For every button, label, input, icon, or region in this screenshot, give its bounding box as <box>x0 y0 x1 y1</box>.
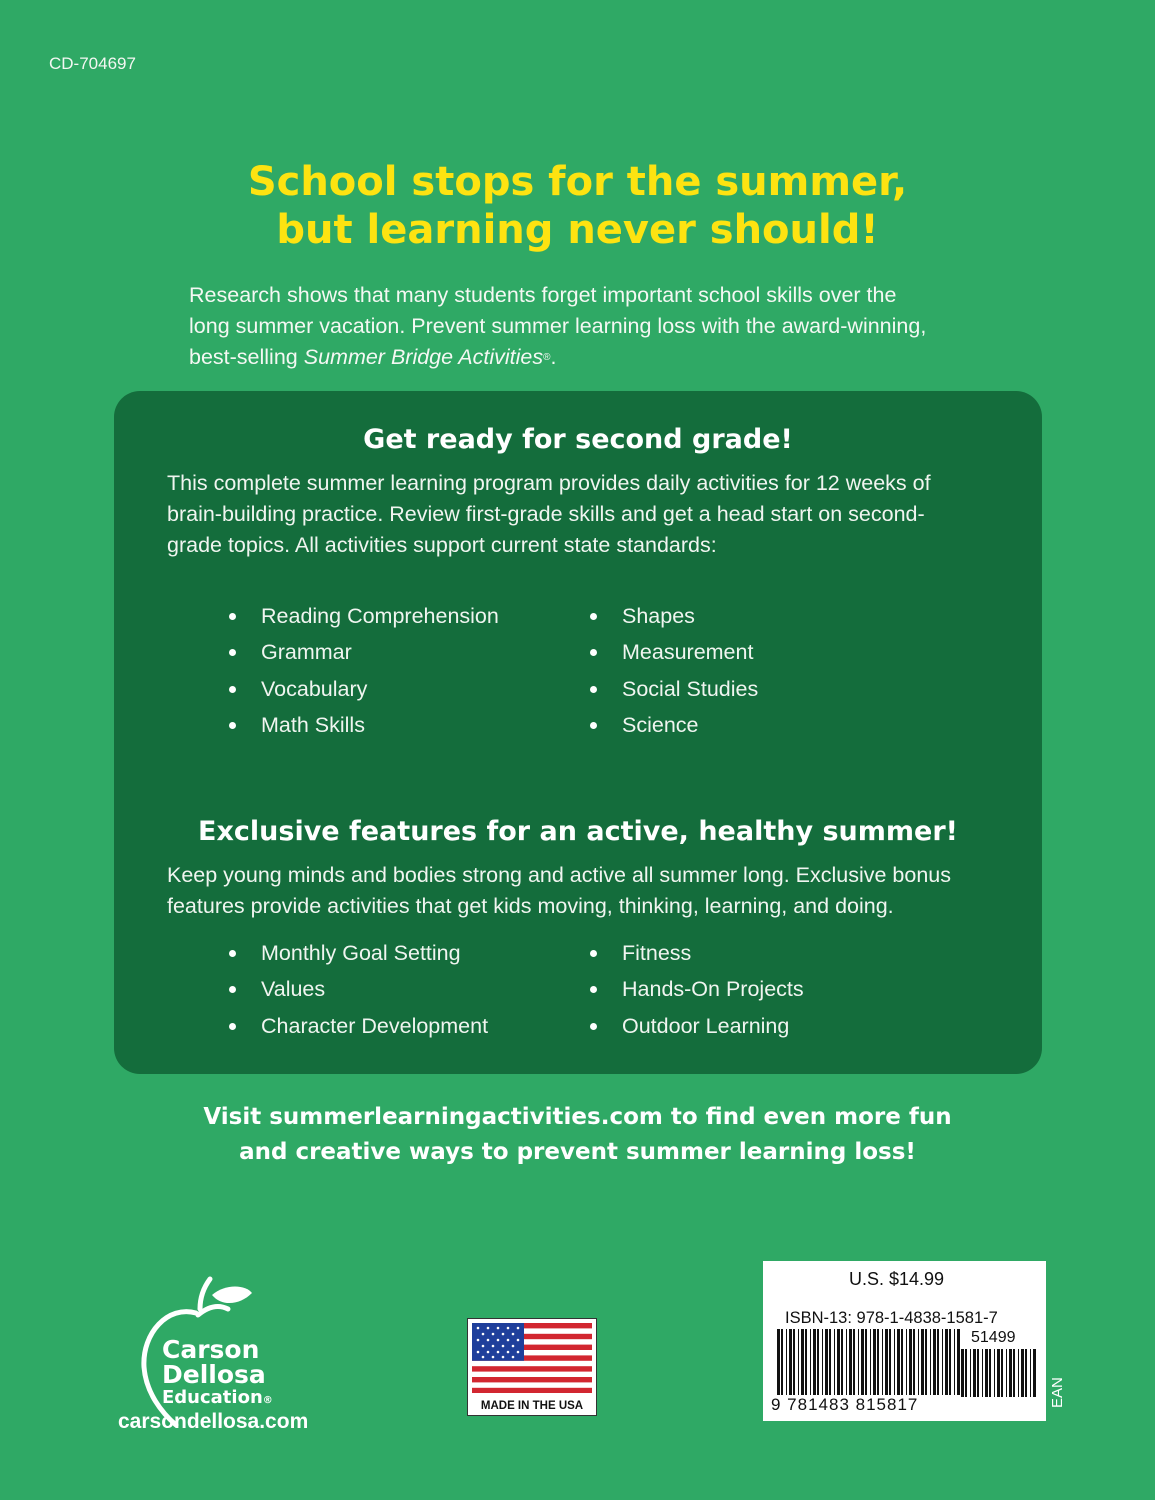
list-item: Shapes <box>590 598 758 634</box>
barcode-bar <box>1033 1349 1036 1397</box>
list-item: Science <box>590 707 758 743</box>
logo-education-text: Education <box>162 1387 263 1408</box>
logo-word-education <box>162 1387 273 1408</box>
section-grade-line-2: brain-building practice. Review first-grade skills and get a head start on second- <box>167 502 925 526</box>
isbn-label: ISBN-13: 978-1-4838-1581-7 <box>785 1309 998 1327</box>
barcode-bar <box>805 1329 807 1395</box>
barcode-bar <box>982 1349 983 1397</box>
barcode-bar <box>957 1329 960 1395</box>
list-item: Grammar <box>229 634 499 670</box>
intro-suffix: . <box>550 345 557 369</box>
barcode-bar <box>921 1329 924 1395</box>
price-label: U.S. $14.99 <box>849 1269 945 1289</box>
barcode-bar <box>813 1329 816 1395</box>
ean-digits: 9 781483 815817 <box>771 1395 919 1414</box>
section-features-text <box>167 860 997 922</box>
barcode-bar <box>817 1329 819 1395</box>
barcode-bar <box>877 1329 879 1395</box>
barcode-bar <box>949 1329 951 1395</box>
intro-prefix: best-selling <box>189 345 304 369</box>
logo-word-carson: Carson <box>162 1335 260 1364</box>
skills-list-right <box>590 598 758 743</box>
section-features-line-1: Keep young minds and bodies strong and active all summer long. Exclusive bonus <box>167 863 952 887</box>
intro-paragraph <box>189 280 989 373</box>
barcode-bar <box>913 1329 915 1395</box>
list-item: Fitness <box>590 935 804 971</box>
features-list-right <box>590 935 804 1044</box>
intro-line-3 <box>189 342 989 373</box>
barcode-bar <box>801 1329 804 1395</box>
barcode-bar <box>918 1329 919 1395</box>
list-item: Measurement <box>590 634 758 670</box>
headline-line-2: but learning never should! <box>276 207 879 253</box>
barcode-bar <box>897 1329 900 1395</box>
barcode-bar <box>837 1329 840 1395</box>
section-title-features: Exclusive features for an active, healthy summer! <box>198 816 958 847</box>
barcode-bar <box>954 1329 955 1395</box>
ean-label: EAN <box>1049 1377 1066 1408</box>
barcode-bar <box>925 1329 927 1395</box>
barcode-bar <box>965 1349 967 1397</box>
list-item: Hands-On Projects <box>590 971 804 1007</box>
barcode-bar <box>822 1329 823 1395</box>
barcode-bar <box>909 1329 912 1395</box>
barcode-bar <box>873 1329 876 1395</box>
barcode-bar <box>865 1329 867 1395</box>
barcode-bar <box>961 1349 964 1397</box>
barcode-bar <box>849 1329 852 1395</box>
barcode-bar <box>798 1329 799 1395</box>
list-item: Character Development <box>229 1008 488 1044</box>
intro-line-2: long summer vacation. Prevent summer learning loss with the award-winning, <box>189 314 927 338</box>
barcode-bar <box>861 1329 864 1395</box>
barcode-bar <box>777 1329 780 1395</box>
barcode-bar <box>882 1329 883 1395</box>
headline-line-1: School stops for the summer, <box>247 159 908 205</box>
barcode-bar <box>1009 1349 1012 1397</box>
barcode-bar <box>885 1329 888 1395</box>
barcode-bar <box>942 1329 943 1395</box>
barcode-bar <box>901 1329 903 1395</box>
barcode-bar <box>930 1329 931 1395</box>
barcode-bar <box>1030 1349 1031 1397</box>
section-grade-line-3: grade topics. All activities support current state standards: <box>167 533 717 557</box>
barcode-bar <box>834 1329 835 1395</box>
barcode-bar <box>781 1329 783 1395</box>
barcode-bar <box>1006 1349 1007 1397</box>
list-item: Math Skills <box>229 707 499 743</box>
barcode-bar <box>933 1329 936 1395</box>
addon-barcode <box>961 1349 1039 1399</box>
list-item: Monthly Goal Setting <box>229 935 488 971</box>
carson-dellosa-website: carsondellosa.com <box>118 1410 309 1433</box>
barcode-bar <box>825 1329 828 1395</box>
barcode-bar <box>1018 1349 1019 1397</box>
carson-dellosa-logo <box>118 1275 318 1465</box>
barcode-bar <box>973 1349 976 1397</box>
barcode-bar <box>945 1329 948 1395</box>
list-item: Values <box>229 971 488 1007</box>
logo-word-dellosa: Dellosa <box>162 1360 266 1389</box>
visit-line-2: and creative ways to prevent summer learning loss! <box>239 1139 916 1165</box>
section-grade-line-1: This complete summer learning program provides daily activities for 12 weeks of <box>167 471 931 495</box>
barcode-bar <box>829 1329 831 1395</box>
section-features-line-2: features provide activities that get kids moving, thinking, learning, and doing. <box>167 894 894 918</box>
barcode-bar <box>841 1329 843 1395</box>
skills-list-left <box>229 598 499 743</box>
barcode-bar <box>889 1329 891 1395</box>
visit-line-1: Visit summerlearningactivities.com to find even more fun <box>203 1104 952 1130</box>
list-item: Reading Comprehension <box>229 598 499 634</box>
barcode-addon-number: 51499 <box>971 1329 1016 1346</box>
barcode-bar <box>870 1329 871 1395</box>
barcode-bar <box>970 1349 971 1397</box>
barcode-bar <box>846 1329 847 1395</box>
logo-registered-mark: ® <box>262 1395 273 1406</box>
made-in-usa-badge <box>467 1318 597 1416</box>
barcode-bar <box>989 1349 991 1397</box>
us-flag-icon <box>472 1323 592 1393</box>
barcode-bar <box>1021 1349 1024 1397</box>
barcode-bar <box>997 1349 1000 1397</box>
made-in-usa-caption: MADE IN THE USA <box>480 1400 584 1412</box>
intro-line-1: Research shows that many students forget important school skills over the <box>189 283 897 307</box>
barcode-bar <box>789 1329 792 1395</box>
barcode-bar <box>1025 1349 1027 1397</box>
barcode-bar <box>977 1349 979 1397</box>
barcode-bar <box>894 1329 895 1395</box>
barcode-bar <box>985 1349 988 1397</box>
barcode-bar <box>786 1329 787 1395</box>
headline <box>0 158 1155 254</box>
barcode-bar <box>937 1329 939 1395</box>
barcode-bar <box>858 1329 859 1395</box>
barcode-bar <box>793 1329 795 1395</box>
section-grade-text <box>167 468 997 561</box>
list-item: Social Studies <box>590 671 758 707</box>
features-panel <box>114 391 1042 1074</box>
barcode-box <box>763 1261 1046 1421</box>
visit-website-callout <box>0 1100 1155 1170</box>
barcode-bar <box>853 1329 855 1395</box>
barcode-bar <box>1013 1349 1015 1397</box>
registered-mark: ® <box>543 352 551 363</box>
product-code: CD-704697 <box>49 54 136 73</box>
barcode-bar <box>994 1349 995 1397</box>
barcode-bar <box>1001 1349 1003 1397</box>
list-item: Outdoor Learning <box>590 1008 804 1044</box>
intro-series-title: Summer Bridge Activities <box>303 345 544 369</box>
section-title-grade: Get ready for second grade! <box>363 424 793 455</box>
features-list-left <box>229 935 488 1044</box>
barcode-bar <box>810 1329 811 1395</box>
ean-barcode <box>777 1329 962 1399</box>
barcode-bar <box>906 1329 907 1395</box>
list-item: Vocabulary <box>229 671 499 707</box>
